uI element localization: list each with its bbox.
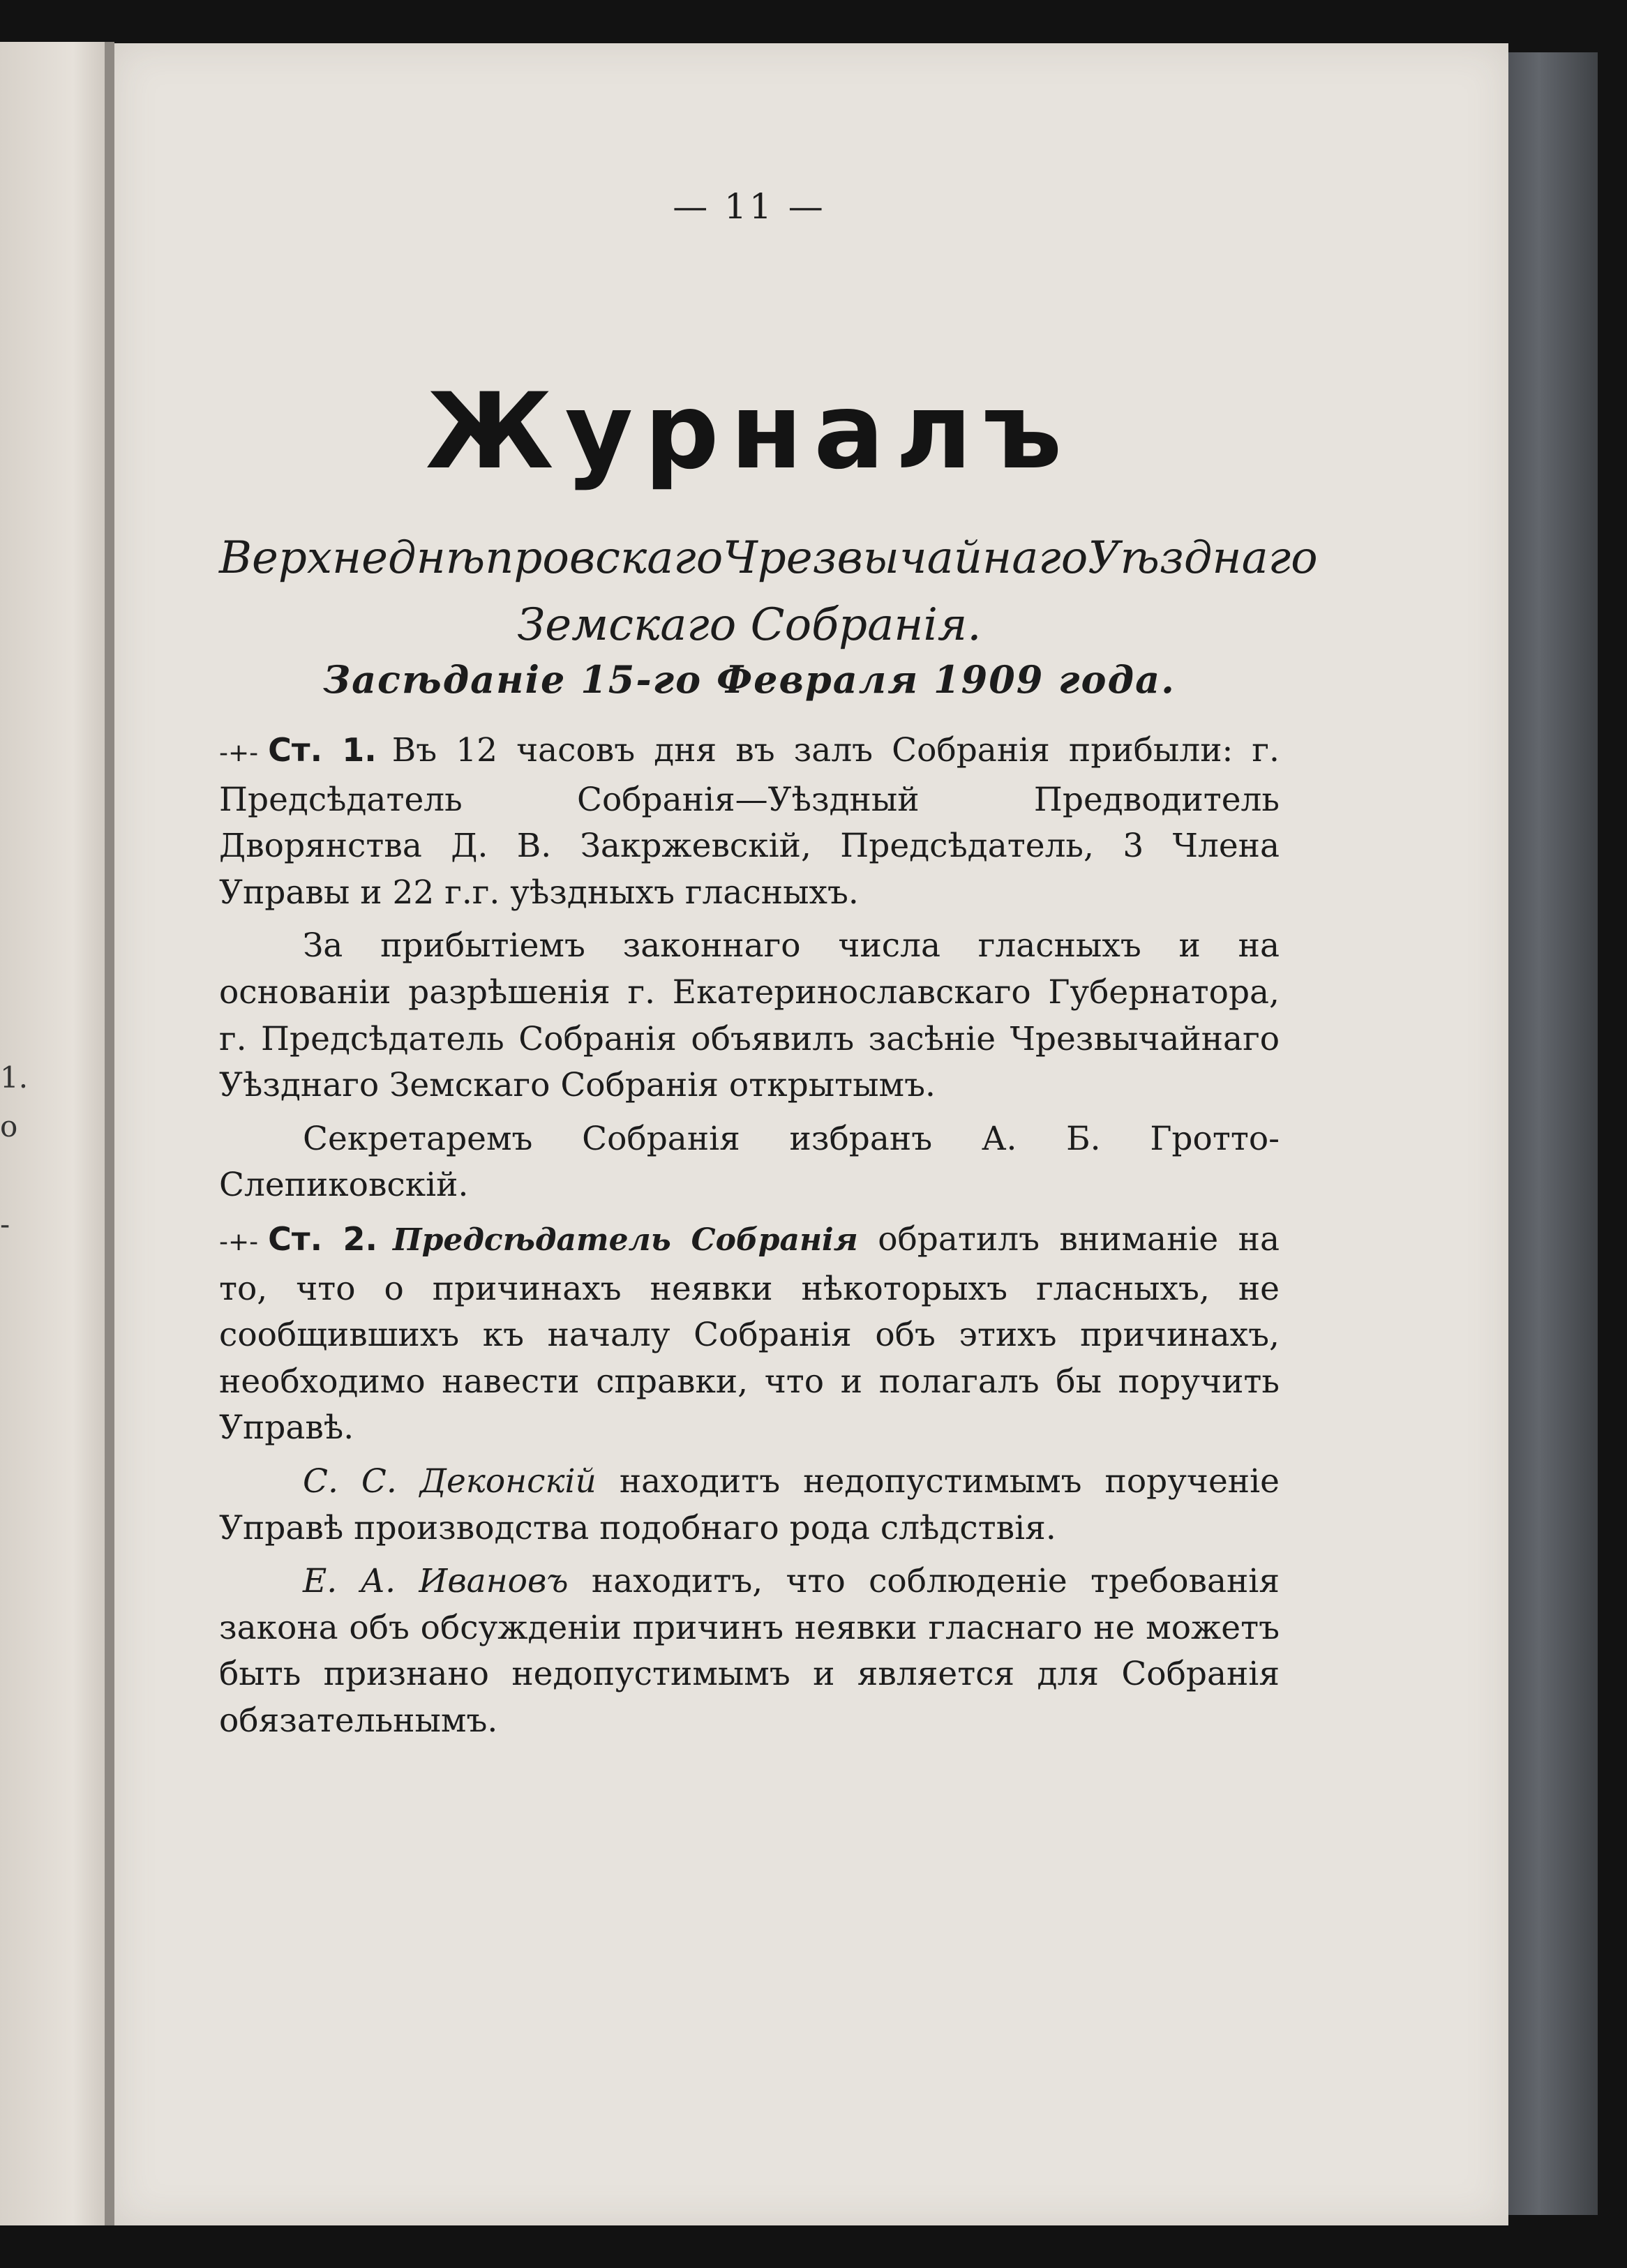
article-marker-icon: -+- (219, 739, 259, 767)
paragraph-text: находитъ, что соблюденіе требованія закона объ обсужденіи причинъ неявки гласнаго не можетъ быть признано недопустимымъ и является для Собранія обязательнымъ. (219, 1562, 1280, 1740)
left-page-edge (0, 42, 105, 2225)
article-text: Въ 12 часовъ дня въ залъ Собранія прибыли: г. Предсѣдатель Собранія—Уѣздный Предводитель Дворянства Д. В. Закржевскій, Предсѣдатель, 3 Члена Управы и 22 г.г. уѣздныхъ гласныхъ. (219, 731, 1280, 912)
book-cover-board (1500, 52, 1598, 2215)
article-2 (219, 1216, 1280, 1452)
paragraph-text: находитъ недопустимымъ порученіе Управѣ производства подобнаго рода слѣдствія. (219, 1462, 1280, 1547)
subtitle-line-2: Земскаго Собранія. (517, 599, 982, 651)
article-1 (219, 727, 1280, 916)
subtitle-word: Верхнеднѣпровскаго (219, 532, 723, 584)
subtitle-word: Уѣзднаго (1088, 532, 1318, 584)
speaker-name: С. С. Деконскій (303, 1462, 597, 1501)
left-page-fragment: - (0, 1207, 10, 1241)
body-text (219, 727, 1280, 1751)
left-page-fragment: 1. (0, 1060, 29, 1095)
paragraph: За прибытіемъ законнаго числа гласныхъ и на основаніи разрѣшенія г. Екатеринославскаго Губернатора, г. Предсѣдатель Собранія объявилъ засѣніе Чрезвычайнаго Уѣзднаго Земскаго Собранія открытымъ. (219, 926, 1280, 1105)
article-text: обратилъ вниманіе на то, что о причинахъ неявки нѣкоторыхъ гласныхъ, не сообщившихъ къ началу Собранія объ этихъ причинахъ, необходимо навести справки, что и полагалъ бы поручить Управѣ. (219, 1219, 1280, 1448)
paragraph (219, 1459, 1280, 1552)
page-number: — 11 — (673, 186, 826, 227)
subtitle-word: Чрезвычайнаго (723, 532, 1088, 584)
document-page (114, 43, 1508, 2225)
book-spine-gutter (105, 42, 114, 2225)
speaker-name: Е. А. Ивановъ (303, 1562, 569, 1601)
speaker-name: Предсѣдатель Собранія (393, 1222, 858, 1258)
session-heading: Засѣданіе 15-го Февраля 1909 года. (323, 657, 1176, 702)
article-label: Ст. 2. (268, 1219, 377, 1258)
paragraph (219, 1559, 1280, 1744)
paragraph: Секретаремъ Собранія избранъ А. Б. Гротто-Слепиковскій. (219, 1119, 1280, 1205)
article-label: Ст. 1. (268, 731, 377, 769)
subtitle-line-1 (219, 525, 1318, 592)
subtitle (219, 525, 1318, 659)
article-marker-icon: -+- (219, 1227, 259, 1256)
left-page-fragment: o (0, 1109, 18, 1143)
page-title: Журналъ (425, 371, 1074, 493)
